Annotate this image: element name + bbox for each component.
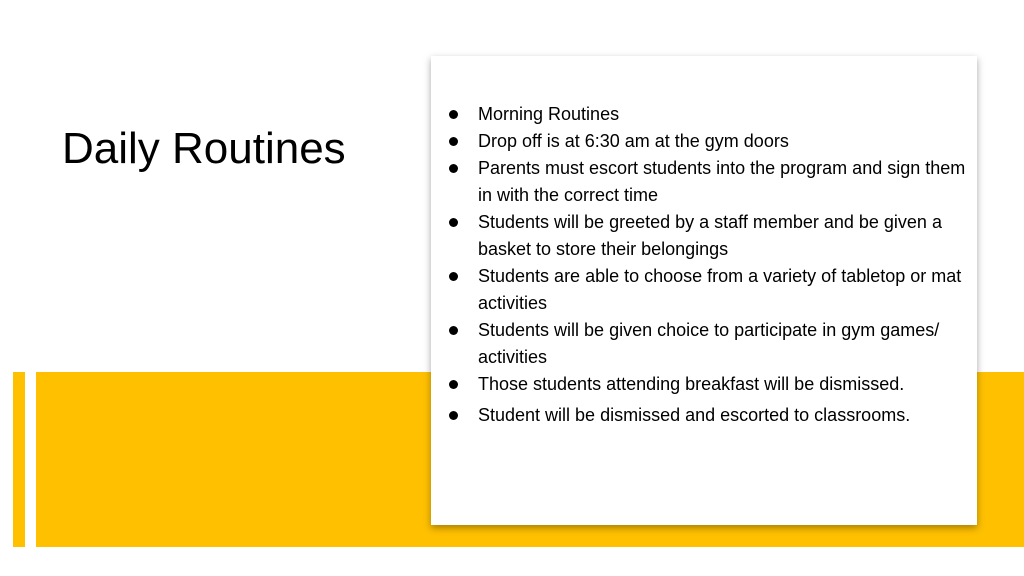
bullet-dot-icon <box>449 326 458 335</box>
bullet-text: Those students attending breakfast will be dismissed. <box>478 374 905 394</box>
bullet-text: Morning Routines <box>478 104 620 124</box>
bullet-text: Students will be given choice to participate in gym games/ activities <box>478 320 940 367</box>
bullet-list <box>431 101 977 429</box>
bullet-dot-icon <box>449 380 458 389</box>
bullet-item <box>431 371 977 398</box>
accent-strip <box>13 372 25 547</box>
bullet-item <box>431 402 977 429</box>
slide-title: Daily Routines <box>62 124 346 173</box>
bullet-text: Drop off is at 6:30 am at the gym doors <box>478 131 789 151</box>
bullet-item <box>431 209 977 263</box>
bullet-dot-icon <box>449 137 458 146</box>
bullet-text: Parents must escort students into the program and sign them in with the correct time <box>478 158 966 205</box>
bullet-dot-icon <box>449 272 458 281</box>
bullet-dot-icon <box>449 110 458 119</box>
bullet-item <box>431 128 977 155</box>
bullet-dot-icon <box>449 411 458 420</box>
bullet-item <box>431 263 977 317</box>
bullet-text: Student will be dismissed and escorted to classrooms. <box>478 405 911 425</box>
bullet-dot-icon <box>449 218 458 227</box>
content-card <box>431 56 977 525</box>
bullet-item <box>431 101 977 128</box>
bullet-text: Students are able to choose from a variety of tabletop or mat activities <box>478 266 962 313</box>
bullet-dot-icon <box>449 164 458 173</box>
bullet-item <box>431 155 977 209</box>
bullet-item <box>431 317 977 371</box>
bullet-text: Students will be greeted by a staff member and be given a basket to store their belongings <box>478 212 942 259</box>
